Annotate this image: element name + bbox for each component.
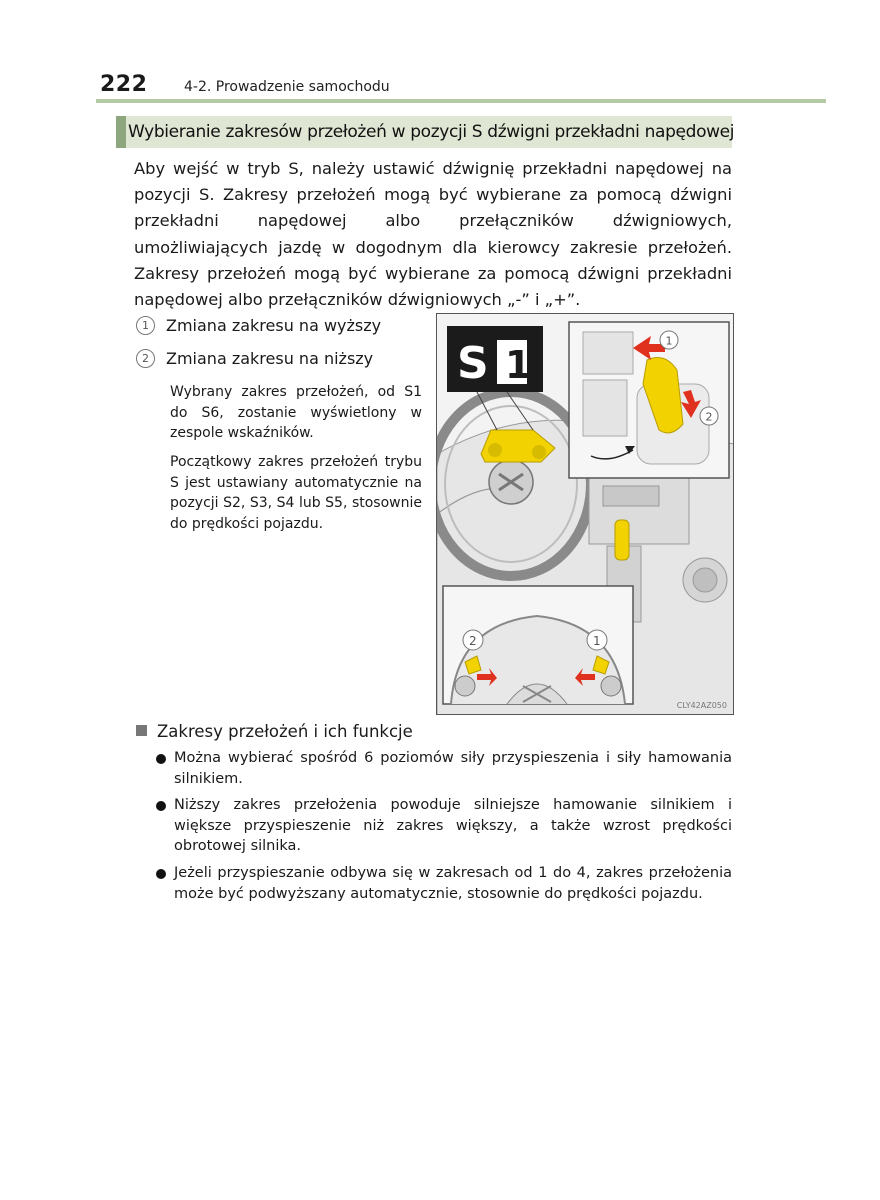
bullet-text: Jeżeli przyspieszanie odbywa się w zakresach od 1 do 4, zakres przełożenia może być podwyższany automatycznie, stosownie do prędkości pojazdu. <box>174 865 732 902</box>
page-number: 222 <box>100 72 148 97</box>
bullet-dot-icon <box>156 869 166 879</box>
subsection-title: Zakresy przełożeń i ich funkcje <box>157 722 413 741</box>
step-downshift <box>136 349 373 368</box>
inset-callout-1: 1 <box>665 334 673 348</box>
center-console <box>589 474 689 544</box>
step-label-upshift: Zmiana zakresu na wyższy <box>166 316 382 335</box>
intro-paragraph <box>134 156 732 313</box>
paddle-callout-2: 2 <box>469 634 477 648</box>
cockpit-drawing <box>437 314 734 715</box>
gear-display-1: 1 <box>505 343 532 387</box>
header-rule <box>96 99 826 103</box>
bullet-item <box>156 748 732 789</box>
bullet-text: Niższy zakres przełożenia powoduje silniejsze hamowanie silnikiem i większe przyspieszenie niż zakres większy, a także wzrost prędkości obrotowej silnika. <box>174 797 732 854</box>
square-bullet-icon <box>136 725 147 736</box>
bullet-item <box>156 795 732 857</box>
bullet-dot-icon <box>156 801 166 811</box>
step-label-downshift: Zmiana zakresu na niższy <box>166 349 374 368</box>
subsection-heading <box>136 722 413 741</box>
chapter-title: 4-2. Prowadzenie samochodu <box>184 79 390 95</box>
step-number-1: 1 <box>136 316 155 335</box>
bullet-item <box>156 863 732 904</box>
shift-lever-small <box>615 520 629 560</box>
intro-text: Aby wejść w tryb S, należy ustawić dźwignię przekładni napędowej na pozycji S. Zakresy przełożeń mogą być wybierane za pomocą dźwigni przekładni napędowej albo przełączników dźwigniowych, umożliwiających jazdę w dogodnym dla kierowcy zakresie przełożeń. Zakresy przełożeń mogą być wybierane za pomocą dźwigni przekładni napędowej albo przełączników dźwigniowych „-” i „+”. <box>134 159 732 310</box>
bullet-text: Można wybierać spośród 6 poziomów siły przyspieszenia i siły hamowania silnikiem. <box>174 750 732 787</box>
section-title: Wybieranie zakresów przełożeń w pozycji S dźwigni przekładni napędowej <box>116 116 732 148</box>
bullet-dot-icon <box>156 754 166 764</box>
step-upshift <box>136 316 381 335</box>
step-number-2: 2 <box>136 349 155 368</box>
figure-code: CLY42AZ050 <box>676 701 727 710</box>
paddle-callout-1: 1 <box>593 634 601 648</box>
inset-callout-2: 2 <box>705 410 713 424</box>
note-initial-range: Początkowy zakres przełożeń trybu S jest ustawiany automatycznie na pozycji S2, S3, S4 lub S5, stosownie do prędkości pojazdu. <box>170 454 422 532</box>
gear-display-s: S <box>457 338 489 389</box>
note-display: Wybrany zakres przełożeń, od S1 do S6, zostanie wyświetlony w zespole wskaźników. <box>170 384 422 441</box>
shift-illustration <box>436 313 734 715</box>
